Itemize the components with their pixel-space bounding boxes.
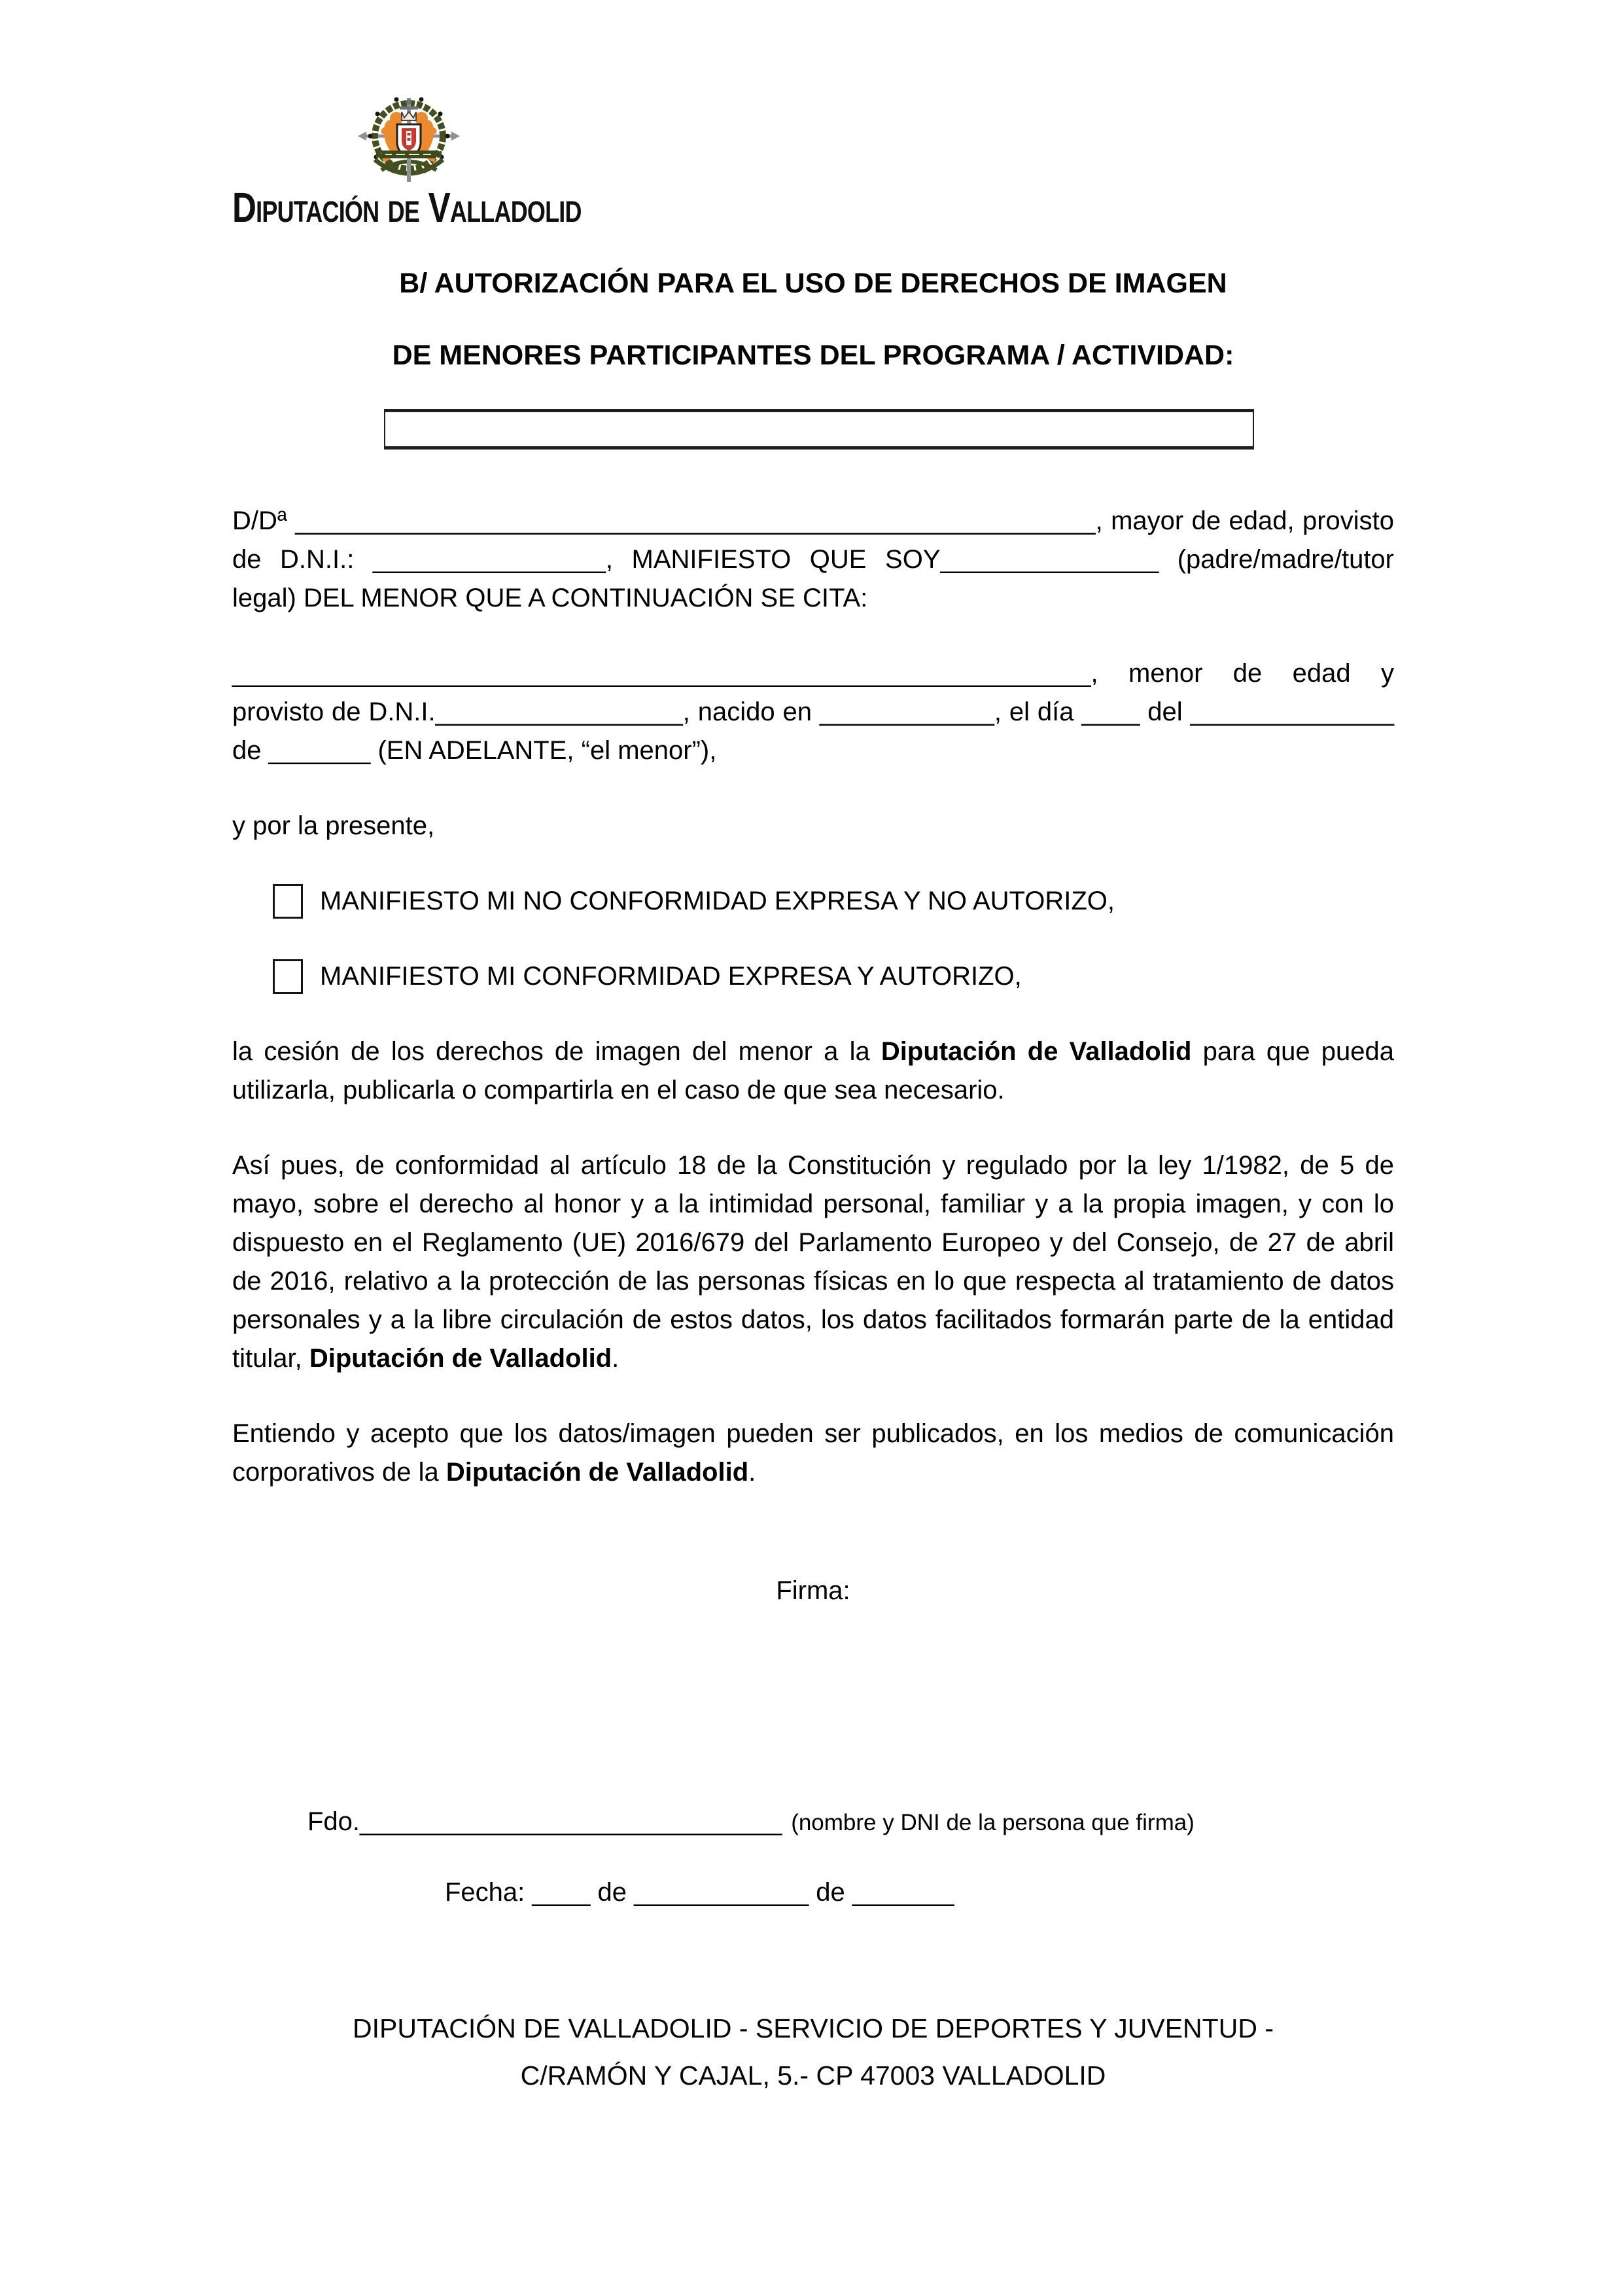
programa-actividad-input[interactable] [384,409,1254,450]
fdo-line [307,1803,1394,1842]
fdo-signature-blank[interactable]: _____________________________ [360,1807,782,1836]
title-line-1: B/ AUTORIZACIÓN PARA EL USO DE DERECHOS DE IMAGEN [399,268,1227,299]
document-content [232,97,1394,2099]
document-footer [232,2005,1394,2099]
cesion-text-post: para que pueda utilizarla, publicarla o compartirla en el caso de que sea necesario. [232,1037,1394,1104]
footer-line-2: C/RAMÓN Y CAJAL, 5.- CP 47003 VALLADOLID [520,2060,1106,2091]
fecha-label: Fecha: [445,1878,525,1907]
minor-text: ___________________________________________________________, menor de edad y provisto de D.N.I._________________, nacido en ____________, el día ____ del ______________ de _______ (EN ADELANTE, “el menor”), [232,659,1394,765]
presente-paragraph [232,807,1394,845]
accept-entity-bold: Diputación de Valladolid [445,1458,749,1487]
cesion-paragraph [232,1033,1394,1110]
fecha-de-1: de [590,1878,635,1907]
fecha-month-blank[interactable]: ____________ [634,1878,809,1907]
legal-entity-bold: Diputación de Valladolid [309,1344,612,1373]
logo-wordmark: Diputación de Valladolid [232,184,582,231]
title-line-2: DE MENORES PARTICIPANTES DEL PROGRAMA / ACTIVIDAD: [392,340,1234,371]
firma-label: Firma: [776,1576,850,1605]
fdo-label: Fdo. [307,1807,360,1836]
fecha-line [445,1873,1394,1912]
accept-text-post: . [748,1458,756,1487]
fecha-year-blank[interactable]: _______ [852,1878,954,1907]
presente-text: y por la presente, [232,811,435,840]
no-conformidad-checkbox[interactable] [273,884,303,919]
minor-paragraph [232,654,1394,770]
declarant-text: D/Dª _______________________________________________________, mayor de edad, provisto de D.N.I.: ________________, MANIFIESTO QUE SOY_______________ (padre/madre/tutor legal) DEL MENOR QUE A CONTINUACIÓN SE CITA: [232,506,1394,612]
declarant-paragraph [232,502,1394,618]
conformidad-label: MANIFIESTO MI CONFORMIDAD EXPRESA Y AUTORIZO, [320,962,1022,991]
legal-text-pre: Así pues, de conformidad al artículo 18 de la Constitución y regulado por la ley 1/1982, de 5 de mayo, sobre el derecho al honor y a la intimidad personal, familiar y a la propia imagen, y con lo dispuesto en el Reglamento (UE) 2016/679 del Parlamento Europeo y del Consejo, de 27 de abril de 2016, relativo a la protección de las personas físicas en lo que respecta al tratamiento de datos personales y a la libre circulación de estos datos, los datos facilitados formarán parte de la entidad titular, [232,1151,1394,1373]
accept-text-pre: Entiendo y acepto que los datos/imagen pueden ser publicados, en los medios de comunicación corporativos de la [232,1419,1394,1487]
diputacion-valladolid-crest-icon [357,97,461,186]
fecha-de-2: de [809,1878,852,1907]
conformidad-checkbox[interactable] [273,959,303,994]
no-conformidad-label: MANIFIESTO MI NO CONFORMIDAD EXPRESA Y NO AUTORIZO, [320,887,1115,915]
accept-paragraph [232,1415,1394,1492]
legal-paragraph [232,1146,1394,1378]
footer-line-1: DIPUTACIÓN DE VALLADOLID - SERVICIO DE DEPORTES Y JUVENTUD - [353,2013,1274,2043]
cesion-text-pre: la cesión de los derechos de imagen del menor a la [232,1037,881,1066]
legal-text-post: . [612,1344,620,1373]
option-row-autorizo [232,957,1394,996]
fdo-note: (nombre y DNI de la persona que firma) [791,1810,1195,1835]
option-row-no-autorizo [232,882,1394,921]
cesion-entity-bold: Diputación de Valladolid [881,1037,1192,1066]
fecha-day-blank[interactable]: ____ [525,1878,591,1907]
